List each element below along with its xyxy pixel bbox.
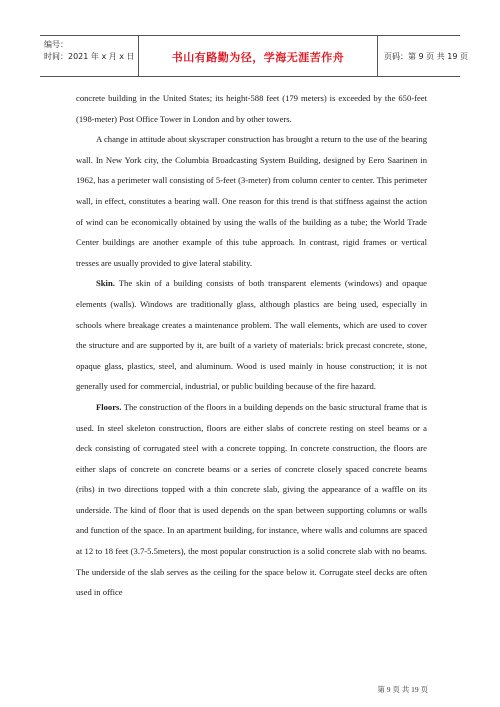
floors-heading: Floors.	[96, 401, 122, 412]
page-header	[40, 35, 468, 77]
date-label: 时间：2021 年 x 月 x 日	[44, 52, 135, 61]
paragraph-skin	[76, 273, 427, 397]
header-meta-cell	[40, 36, 139, 76]
paragraph-floors	[76, 397, 427, 603]
paragraph-continuation: concrete building in the United States; its height-588 feet (179 meters) is exceeded by the 650-feet (198-meter) Post Office Tower in London and by other towers.	[76, 93, 427, 124]
header-page-cell	[378, 36, 468, 76]
paragraph-bearing-wall: A change in attitude about skyscraper construction has brought a return to the use of the bearing wall. In New York city, the Columbia Broadcasting System Building, designed by Eero Saarinen in 1962, has a perimeter wall consisting of 5-feet (3-meter) from column center to center. This perimeter wall, in effect, constitutes a bearing wall. One reason for this trend is that stiffness against the action of wind can be economically obtained by using the walls of the building as a tube; the World Trade Center buildings are another example of this tube approach. In contrast, rigid frames or vertical tresses are usually provided to give lateral stability.	[76, 134, 427, 268]
skin-text: The skin of a building consists of both transparent elements (windows) and opaque elements (walls). Windows are traditionally glass, although plastics are being used, especially in schools where breakage creates a maintenance problem. The wall elements, which are used to cover the structure and are supported by it, are built of a variety of materials: brick precast concrete, stone, opaque glass, plastics, steel, and aluminum. Wood is used mainly in house construction; it is not generally used for commercial, industrial, or public building because of the fire hazard.	[76, 278, 427, 392]
document-body	[76, 88, 427, 603]
page-number-info: 页码：第 9 页 共 19 页	[384, 52, 468, 61]
doc-number-label: 编号：	[44, 40, 68, 49]
skin-heading: Skin.	[96, 278, 115, 289]
header-motto-cell	[139, 36, 378, 76]
page-footer: 第 9 页 共 19 页	[377, 685, 428, 694]
floors-text: The construction of the floors in a building depends on the basic structural frame that is used. In steel skeleton construction, floors are either slabs of concrete resting on steel beams or a deck consisting of corrugated steel with a concrete topping. In concrete construction, the floors are either slaps of concrete on concrete beams or a series of concrete closely spaced concrete beams (ribs) in two directions topped with a thin concrete slab, giving the appearance of a waffle on its underside. The kind of floor that is used depends on the span between supporting columns or walls and function of the space. In an apartment building, for instance, where walls and columns are spaced at 12 to 18 feet (3.7-5.5meters), the most popular construction is a solid concrete slab with no beams. The underside of the slab serves as the ceiling for the space below it. Corrugate steel decks are often used in office	[76, 401, 427, 598]
motto-text: 书山有路勤为径，学海无涯苦作舟	[171, 51, 345, 64]
